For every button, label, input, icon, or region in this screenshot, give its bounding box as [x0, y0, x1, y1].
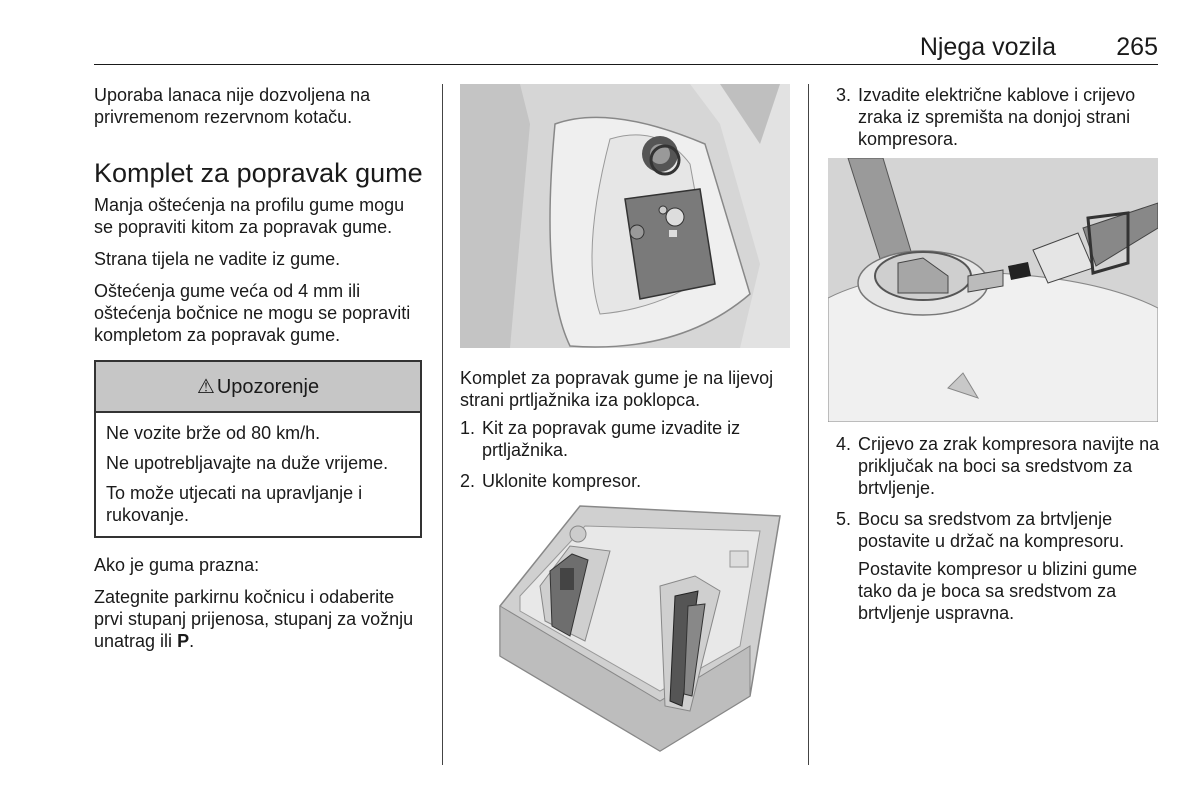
- header-rule: [94, 64, 1158, 65]
- column-divider-2: [808, 84, 809, 765]
- warning-header: [96, 362, 420, 413]
- page-section-title: Njega vozila: [919, 33, 1056, 61]
- warning-triangle-icon: ⚠: [196, 376, 215, 398]
- step-item: [460, 417, 795, 461]
- compressor-tray-illustration: [460, 496, 790, 760]
- step-sub-paragraph: Postavite kompresor u blizini gume tako da je boca sa sredstvom za brtvljenje uspravna.: [858, 559, 1138, 623]
- step-number: 5.: [836, 509, 852, 529]
- step-item: [836, 433, 1166, 499]
- step-number: 3.: [836, 85, 852, 105]
- column-right: [836, 84, 1166, 624]
- step-text: Izvadite električne kablove i crijevo zraka iz spremišta na donjoj strani kompresora.: [858, 85, 1136, 149]
- warning-line: To može utjecati na upravljanje i rukovanje.: [106, 483, 363, 525]
- figure-spacer: [836, 159, 1166, 433]
- warning-title: Upozorenje: [216, 376, 320, 398]
- gear-p-label: P: [177, 631, 190, 651]
- step-text: Crijevo za zrak kompresora navijte na priključak na boci sa sredstvom za brtvljenje.: [858, 434, 1160, 498]
- column-middle: [460, 367, 795, 501]
- trunk-compartment-illustration: [460, 84, 790, 348]
- warning-body: [96, 413, 420, 536]
- paragraph: Ako je guma prazna:: [94, 555, 260, 575]
- step-number: 1.: [460, 418, 476, 438]
- paragraph: Oštećenja gume veća od 4 mm ili oštećenja bočnice ne mogu se popraviti kompletom za popravak gume.: [94, 281, 411, 345]
- warning-line: Ne upotrebljavajte na duže vrijeme.: [106, 453, 389, 473]
- step-text: Kit za popravak gume izvadite iz prtljažnika.: [482, 418, 741, 460]
- step-item: [836, 84, 1166, 150]
- section-heading: Komplet za popravak gume: [94, 158, 423, 188]
- step-text: Uklonite kompresor.: [482, 471, 642, 491]
- paragraph: Strana tijela ne vadite iz gume.: [94, 249, 341, 269]
- page-number: 265: [1116, 33, 1158, 61]
- column-left: [94, 84, 428, 662]
- step-item: [460, 470, 795, 492]
- warning-line: Ne vozite brže od 80 km/h.: [106, 423, 321, 443]
- paragraph-end: .: [189, 631, 195, 651]
- step-item: [836, 508, 1166, 552]
- step-number: 4.: [836, 434, 852, 454]
- paragraph: Komplet za popravak gume je na lijevoj strani prtljažnika iza poklopca.: [460, 368, 774, 410]
- step-text: Bocu sa sredstvom za brtvljenje postavite u držač na kompresoru.: [858, 509, 1125, 551]
- column-divider-1: [442, 84, 443, 765]
- intro-paragraph: Uporaba lanaca nije dozvoljena na privremenom rezervnom kotaču.: [94, 85, 371, 127]
- warning-box: [94, 360, 422, 538]
- step-number: 2.: [460, 471, 476, 491]
- paragraph-text: Zategnite parkirnu kočnicu i odaberite prvi stupanj prijenosa, stupanj za vožnju unatrag ili: [94, 587, 414, 651]
- paragraph: [94, 586, 428, 652]
- paragraph: Manja oštećenja na profilu gume mogu se popraviti kitom za popravak gume.: [94, 195, 405, 237]
